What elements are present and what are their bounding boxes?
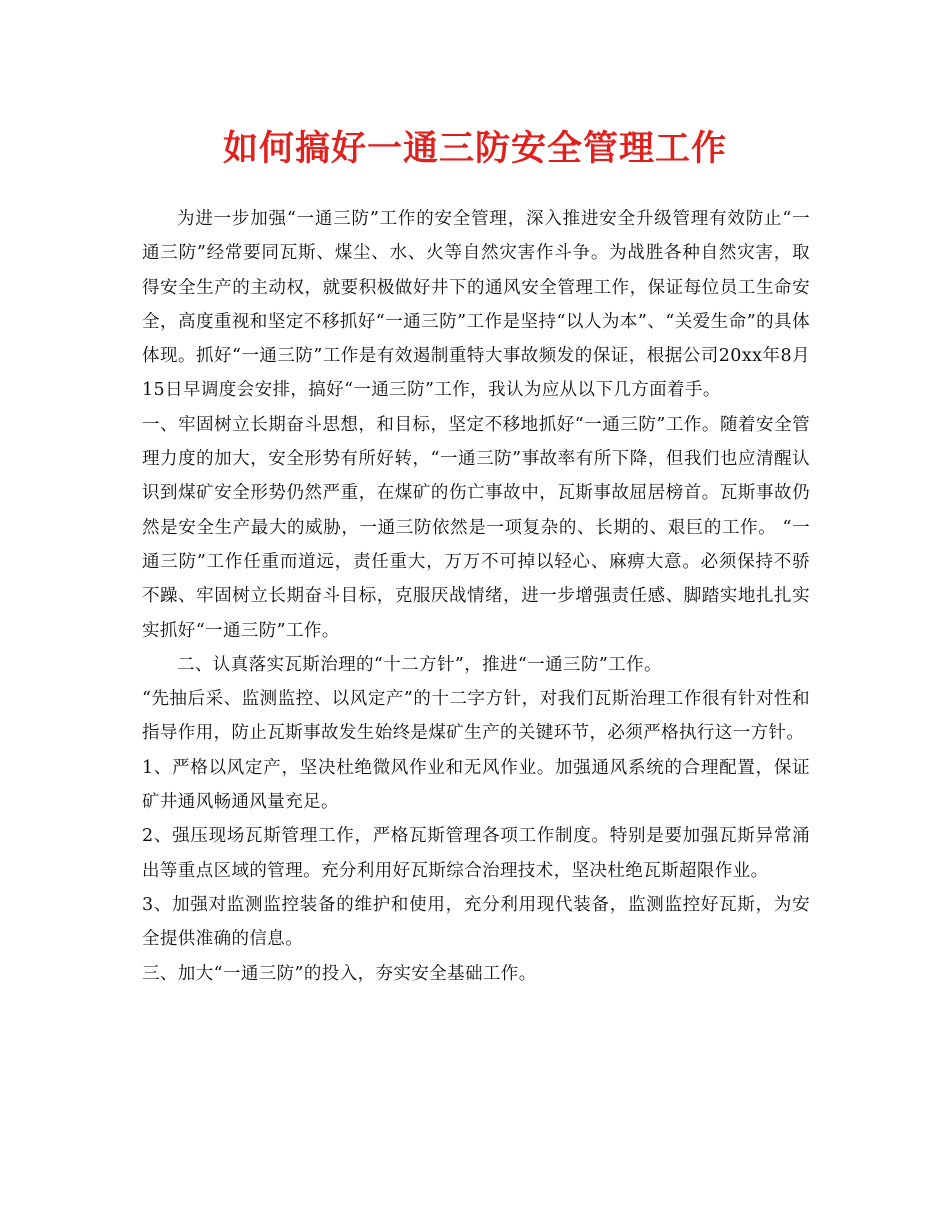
paragraph-section-2-body: “先抽后采、监测监控、以风定产”的十二字方针，对我们瓦斯治理工作很有针对性和指导作用，防止瓦斯事故发生始终是煤矿生产的关键环节，必须严格执行这一方针。	[142, 689, 810, 744]
paragraph-section-3-heading: 三、加大“一通三防”的投入，夯实安全基础工作。	[142, 963, 537, 984]
paragraph-item-2: 2、强压现场瓦斯管理工作，严格瓦斯管理各项工作制度。特别是要加强瓦斯异常涌出等重点区域的管理。充分利用好瓦斯综合治理技术，坚决杜绝瓦斯超限作业。	[142, 826, 810, 881]
document-title: 如何搞好一通三防安全管理工作	[222, 128, 727, 169]
paragraph-item-3: 3、加强对监测监控装备的维护和使用，充分利用现代装备，监测监控好瓦斯，为安全提供准确的信息。	[142, 894, 810, 950]
paragraph-item-1: 1、严格以风定产，坚决杜绝微风作业和无风作业。加强通风系统的合理配置，保证矿井通风畅通风量充足。	[142, 757, 810, 813]
paragraph-section-2-heading: 二、认真落实瓦斯治理的“十二方针”，推进“一通三防”工作。	[177, 654, 662, 675]
paragraph-intro: 为进一步加强“一通三防”工作的安全管理，深入推进安全升级管理有效防止“一通三防”经常要同瓦斯、煤尘、水、火等自然灾害作斗争。为战胜各种自然灾害，取得安全生产的主动权，就要积极做好井下的通风安全管理工作，保证每位员工生命安全，高度重视和坚定不移抓好“一通三防”工作是坚持“以人为本”、“关爱生命”的具体体现。抓好“一通三防”工作是有效遏制重特大事故频发的保证，根据公司20xx年8月15日早调度会安排，搞好“一通三防”工作，我认为应从以下几方面着手。	[142, 209, 810, 401]
paragraph-section-1: 一、牢固树立长期奋斗思想，和目标，坚定不移地抓好“一通三防”工作。随着安全管理力度的加大，安全形势有所好转，“一通三防”事故率有所下降，但我们也应清醒认识到煤矿安全形势仍然严重，在煤矿的伤亡事故中，瓦斯事故屈居榜首。瓦斯事故仍然是安全生产最大的威胁，一通三防依然是一项复杂的、长期的、艰巨的工作。 “一通三防”工作任重而道远，责任重大，万万不可掉以轻心、麻痹大意。必须保持不骄不躁、牢固树立长期奋斗目标，克服厌战情绪，进一步增强责任感、脚踏实地扎扎实实抓好“一通三防”工作。	[142, 414, 810, 641]
document-body	[142, 202, 810, 991]
